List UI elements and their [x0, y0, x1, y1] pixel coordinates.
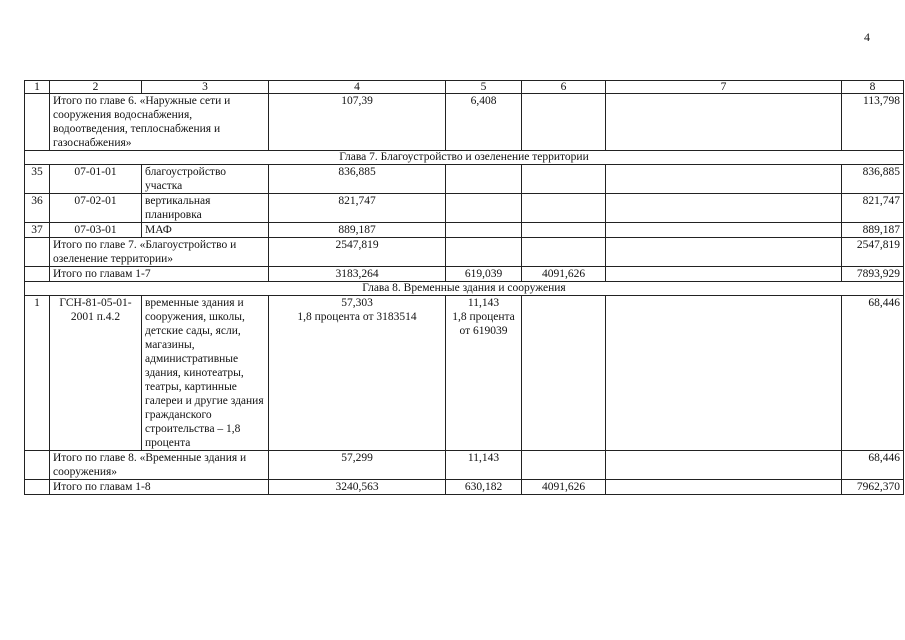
row-number: 1: [25, 296, 50, 451]
row-number: 35: [25, 165, 50, 194]
cell-col-4: 2547,819: [269, 238, 446, 267]
cell-col-4: 889,187: [269, 223, 446, 238]
column-number: 2: [50, 81, 142, 94]
cell-col-4: 836,885: [269, 165, 446, 194]
cell-col-8: 68,446: [842, 296, 904, 451]
column-number: 6: [522, 81, 606, 94]
row-name: временные здания и сооружения, школы, детские сады, ясли, магазины, административные здания, кинотеатры, театры, картинные галереи и другие здания гражданского строительства – 1,8 процента: [142, 296, 269, 451]
cell-col-4: 821,747: [269, 194, 446, 223]
column-number: 4: [269, 81, 446, 94]
row-name: МАФ: [142, 223, 269, 238]
empty-cell: [446, 194, 522, 223]
empty-cell: [25, 238, 50, 267]
empty-cell: [25, 480, 50, 495]
chapter-7-total-row: [25, 238, 904, 267]
cell-col-8: 68,446: [842, 451, 904, 480]
chapter-title: Глава 7. Благоустройство и озеленение территории: [25, 151, 904, 165]
cell-col-4: [269, 296, 446, 451]
cell-col-4: 57,299: [269, 451, 446, 480]
row-label: Итого по главе 8. «Временные здания и сооружения»: [50, 451, 269, 480]
column-number: 3: [142, 81, 269, 94]
cell-col-5: 11,143: [446, 451, 522, 480]
cell-col-6: 4091,626: [522, 480, 606, 495]
table-row: [25, 194, 904, 223]
column-number: 8: [842, 81, 904, 94]
empty-cell: [606, 223, 842, 238]
estimate-table: [24, 80, 904, 495]
empty-cell: [606, 165, 842, 194]
cell-col-4: 3240,563: [269, 480, 446, 495]
column-number-row: [25, 81, 904, 94]
row-label: Итого по главам 1-8: [50, 480, 269, 495]
cell-col-8: 2547,819: [842, 238, 904, 267]
empty-cell: [606, 94, 842, 151]
row-number: 37: [25, 223, 50, 238]
empty-cell: [522, 238, 606, 267]
empty-cell: [522, 223, 606, 238]
chapter-7-title-row: [25, 151, 904, 165]
cell-col-8: 7962,370: [842, 480, 904, 495]
cell-value: 57,303: [341, 297, 373, 309]
total-1-8-row: [25, 480, 904, 495]
row-code: ГСН-81-05-01-2001 п.4.2: [50, 296, 142, 451]
total-1-7-row: [25, 267, 904, 282]
cell-col-5: 6,408: [446, 94, 522, 151]
row-label: Итого по главам 1-7: [50, 267, 269, 282]
empty-cell: [25, 94, 50, 151]
empty-cell: [522, 296, 606, 451]
table-row: [25, 165, 904, 194]
empty-cell: [522, 194, 606, 223]
column-number: 7: [606, 81, 842, 94]
empty-cell: [606, 194, 842, 223]
cell-value: 11,143: [467, 297, 500, 309]
cell-col-8: 113,798: [842, 94, 904, 151]
row-name: благоустройство участка: [142, 165, 269, 194]
empty-cell: [25, 451, 50, 480]
row-code: 07-02-01: [50, 194, 142, 223]
empty-cell: [606, 296, 842, 451]
row-name: вертикальная планировка: [142, 194, 269, 223]
row-label: Итого по главе 7. «Благоустройство и озеленение территории»: [50, 238, 269, 267]
cell-col-8: 889,187: [842, 223, 904, 238]
cell-col-8: 7893,929: [842, 267, 904, 282]
empty-cell: [522, 451, 606, 480]
chapter-title: Глава 8. Временные здания и сооружения: [25, 282, 904, 296]
empty-cell: [606, 267, 842, 282]
cell-col-4: 3183,264: [269, 267, 446, 282]
empty-cell: [446, 165, 522, 194]
cell-col-5: 619,039: [446, 267, 522, 282]
empty-cell: [25, 267, 50, 282]
empty-cell: [606, 480, 842, 495]
cell-col-5: [446, 296, 522, 451]
row-code: 07-01-01: [50, 165, 142, 194]
empty-cell: [446, 238, 522, 267]
cell-col-5: 630,182: [446, 480, 522, 495]
empty-cell: [606, 451, 842, 480]
cell-col-4: 107,39: [269, 94, 446, 151]
chapter-8-total-row: [25, 451, 904, 480]
chapter-8-title-row: [25, 282, 904, 296]
cell-col-8: 821,747: [842, 194, 904, 223]
chapter-6-total-row: [25, 94, 904, 151]
empty-cell: [522, 94, 606, 151]
table-row: [25, 296, 904, 451]
empty-cell: [446, 223, 522, 238]
column-number: 1: [25, 81, 50, 94]
cell-col-6: 4091,626: [522, 267, 606, 282]
empty-cell: [606, 238, 842, 267]
cell-note: 1,8 процента от 619039: [452, 311, 515, 337]
row-code: 07-03-01: [50, 223, 142, 238]
column-number: 5: [446, 81, 522, 94]
empty-cell: [522, 165, 606, 194]
cell-note: 1,8 процента от 3183514: [297, 311, 417, 323]
table-row: [25, 223, 904, 238]
cell-col-8: 836,885: [842, 165, 904, 194]
page-number: 4: [864, 30, 870, 44]
row-number: 36: [25, 194, 50, 223]
row-label: Итого по главе 6. «Наружные сети и сооружения водоснабжения, водоотведения, теплоснабжения и газоснабжения»: [50, 94, 269, 151]
